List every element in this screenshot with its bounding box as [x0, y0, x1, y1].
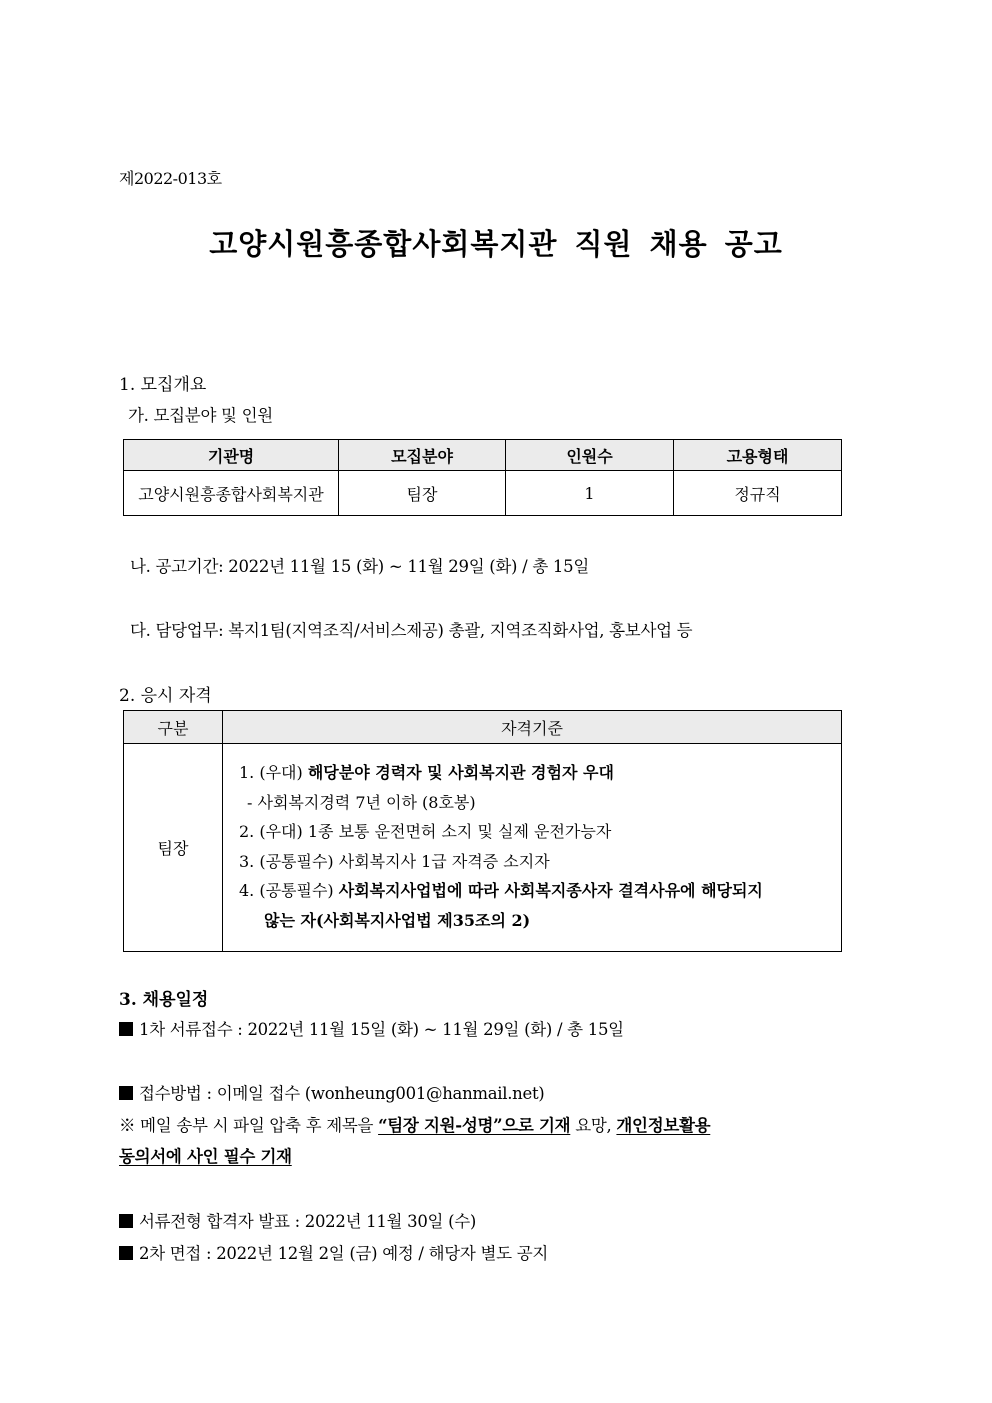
square-bullet-icon — [119, 1214, 133, 1228]
table-cell: 정규직 — [674, 471, 842, 516]
criteria-text: 해당분야 경력자 및 사회복지관 경험자 우대 — [307, 763, 614, 782]
section-3-heading — [119, 985, 208, 1010]
criteria-item — [239, 817, 831, 847]
criteria-item — [239, 876, 831, 906]
note-emphasis-consent: 개인정보활용 — [616, 1116, 711, 1135]
criteria-prefix: 2. (우대) — [239, 822, 308, 841]
note-prefix: ※ 메일 송부 시 파일 압축 후 제목을 — [119, 1116, 379, 1135]
note-middle: 요망, — [570, 1116, 617, 1135]
criteria-text: 1종 보통 운전면허 소지 및 실제 운전가능자 — [307, 822, 612, 841]
submission-note-line-2 — [119, 1143, 292, 1167]
schedule-item-text: 1차 서류접수 : 2022년 11월 15일 (화) ~ 11월 29일 (화) / 총 15일 — [139, 1020, 624, 1039]
section-1-sub-da: 다. 담당업무: 복지1팀(지역조직/서비스제공) 총괄, 지역조직화사업, 홍보사업 등 — [130, 621, 693, 640]
schedule-item-text: 2차 면접 : 2022년 12월 2일 (금) 예정 / 해당자 별도 공지 — [139, 1244, 548, 1263]
table-header-row — [124, 711, 842, 744]
table-header: 인원수 — [506, 440, 674, 471]
schedule-item-3 — [119, 1208, 476, 1232]
schedule-item-text: 서류전형 합격자 발표 : 2022년 11월 30일 (수) — [139, 1212, 477, 1231]
section-1-sub-ga: 가. 모집분야 및 인원 — [128, 406, 273, 425]
square-bullet-icon — [119, 1246, 133, 1260]
table-header: 기관명 — [124, 440, 339, 471]
table-row — [124, 471, 842, 516]
section-1-sub-na: 나. 공고기간: 2022년 11월 15 (화) ~ 11월 29일 (화) / 총 15일 — [130, 557, 589, 576]
criteria-item — [239, 906, 831, 936]
criteria-item — [239, 847, 831, 877]
table-cell: 1 — [506, 471, 674, 516]
qualification-table — [123, 710, 842, 952]
submission-note-line-1 — [119, 1112, 710, 1136]
criteria-text: 않는 자(사회복지사업법 제35조의 2) — [264, 910, 531, 930]
criteria-text: 사회복지사업법에 따라 사회복지종사자 결격사유에 해당되지 — [338, 881, 763, 900]
table-header: 자격기준 — [223, 711, 842, 744]
section-1-heading: 1. 모집개요 — [119, 375, 207, 395]
table-header: 고용형태 — [674, 440, 842, 471]
table-row — [124, 744, 842, 952]
table-cell: 고양시원흥종합사회복지관 — [124, 471, 339, 516]
criteria-prefix: - — [247, 792, 258, 812]
section-3-heading-text: 3. 채용일정 — [119, 990, 209, 1010]
criteria-prefix: 4. (공통필수) — [239, 881, 339, 900]
criteria-prefix: 1. (우대) — [239, 763, 308, 782]
schedule-item-4 — [119, 1240, 548, 1264]
square-bullet-icon — [119, 1086, 133, 1100]
criteria-item — [239, 788, 831, 818]
schedule-item-2 — [119, 1080, 544, 1104]
square-bullet-icon — [119, 1022, 133, 1036]
table-header: 구분 — [124, 711, 223, 744]
criteria-item — [239, 758, 831, 788]
schedule-item-text: 접수방법 : 이메일 접수 (wonheung001@hanmail.net) — [139, 1084, 545, 1103]
section-2-heading: 2. 응시 자격 — [119, 686, 212, 706]
table-cell-category: 팀장 — [124, 744, 223, 952]
page-title: 고양시원흥종합사회복지관 직원 채용 공고 — [209, 227, 783, 261]
criteria-prefix: 3. (공통필수) — [239, 851, 339, 871]
table-cell-criteria — [223, 744, 842, 952]
criteria-text: 사회복지경력 7년 이하 (8호봉) — [257, 792, 476, 812]
note-emphasis-consent-cont: 동의서에 사인 필수 기재 — [119, 1147, 292, 1166]
recruitment-table — [123, 439, 842, 516]
table-header: 모집분야 — [339, 440, 506, 471]
table-cell: 팀장 — [339, 471, 506, 516]
table-header-row — [124, 440, 842, 471]
note-emphasis-title: “팀장 지원-성명”으로 기재 — [378, 1116, 571, 1135]
criteria-text: 사회복지사 1급 자격증 소지자 — [338, 851, 550, 871]
schedule-item-1 — [119, 1016, 624, 1040]
document-number: 제2022-013호 — [119, 169, 222, 188]
